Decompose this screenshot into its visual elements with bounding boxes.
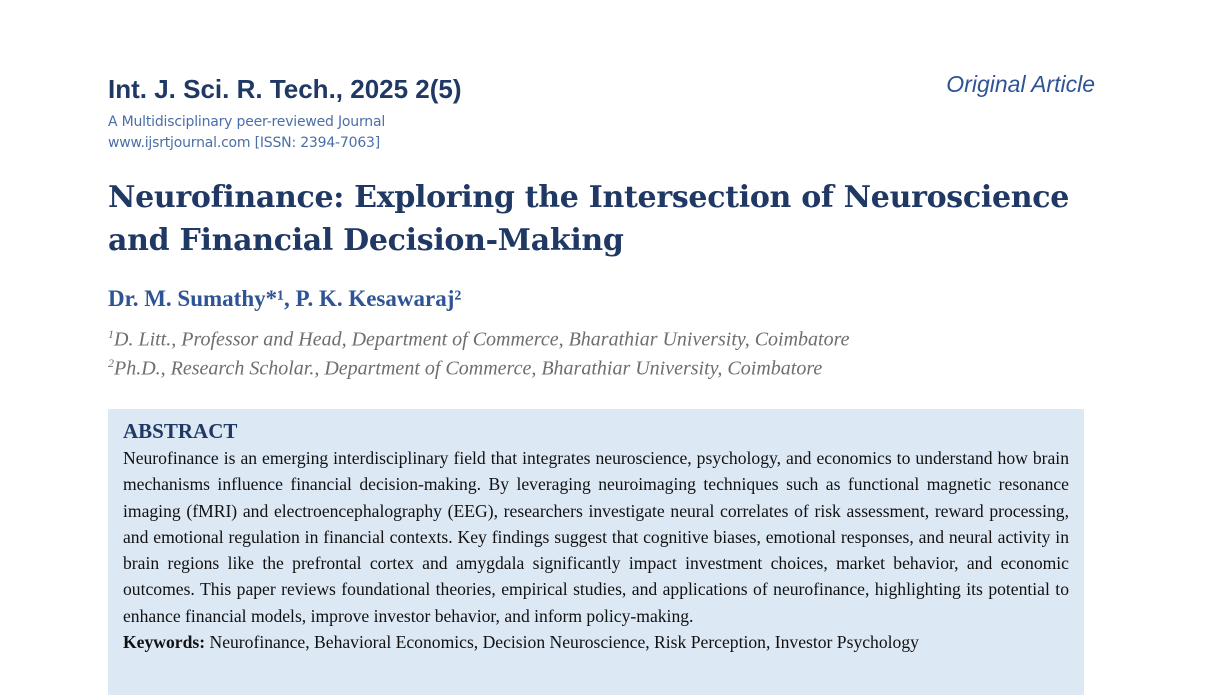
abstract-heading: ABSTRACT: [123, 419, 238, 443]
affiliation-1: [108, 327, 850, 352]
affiliation-1-text: D. Litt., Professor and Head, Department of Commerce, Bharathiar University, Coimbatore: [114, 328, 850, 351]
abstract-body: Neurofinance is an emerging interdisciplinary field that integrates neuroscience, psychology, and economics to understand how brain mechanisms influence financial decision-making. By leveraging neuroimaging techniques such as functional magnetic resonance imaging (fMRI) and electroencephalography (EEG), researchers investigate neural correlates of risk assessment, reward processing, and emotional regulation in financial contexts. Key findings suggest that cognitive biases, emotional responses, and neural activity in brain regions like the prefrontal cortex and amygdala significantly impact investment choices, market behavior, and economic outcomes. This paper reviews foundational theories, empirical studies, and applications of neurofinance, highlighting its potential to enhance financial models, improve investor behavior, and inform policy-making.: [123, 448, 1069, 626]
affiliation-2-marker: 2: [108, 356, 114, 370]
keywords-line: [123, 629, 1069, 655]
affiliation-1-marker: 1: [108, 327, 114, 341]
affiliation-2: [108, 356, 822, 381]
keywords-label: Keywords:: [123, 632, 206, 653]
paper-title: Neurofinance: Exploring the Intersection of Neuroscience and Financial Decision-Making: [108, 180, 1069, 258]
abstract-box: [108, 409, 1084, 695]
article-type-label: Original Article: [946, 71, 1095, 97]
author-list: Dr. M. Sumathy*¹, P. K. Kesawaraj²: [108, 286, 462, 311]
journal-title: Int. J. Sci. R. Tech., 2025 2(5): [108, 74, 462, 104]
journal-website: www.ijsrtjournal.com [ISSN: 2394-7063]: [108, 135, 380, 151]
keywords-text: Neurofinance, Behavioral Economics, Decision Neuroscience, Risk Perception, Investor Psychology: [209, 632, 919, 653]
affiliation-2-text: Ph.D., Research Scholar., Department of Commerce, Bharathiar University, Coimbatore: [114, 357, 823, 380]
journal-description: A Multidisciplinary peer-reviewed Journal: [108, 114, 386, 130]
